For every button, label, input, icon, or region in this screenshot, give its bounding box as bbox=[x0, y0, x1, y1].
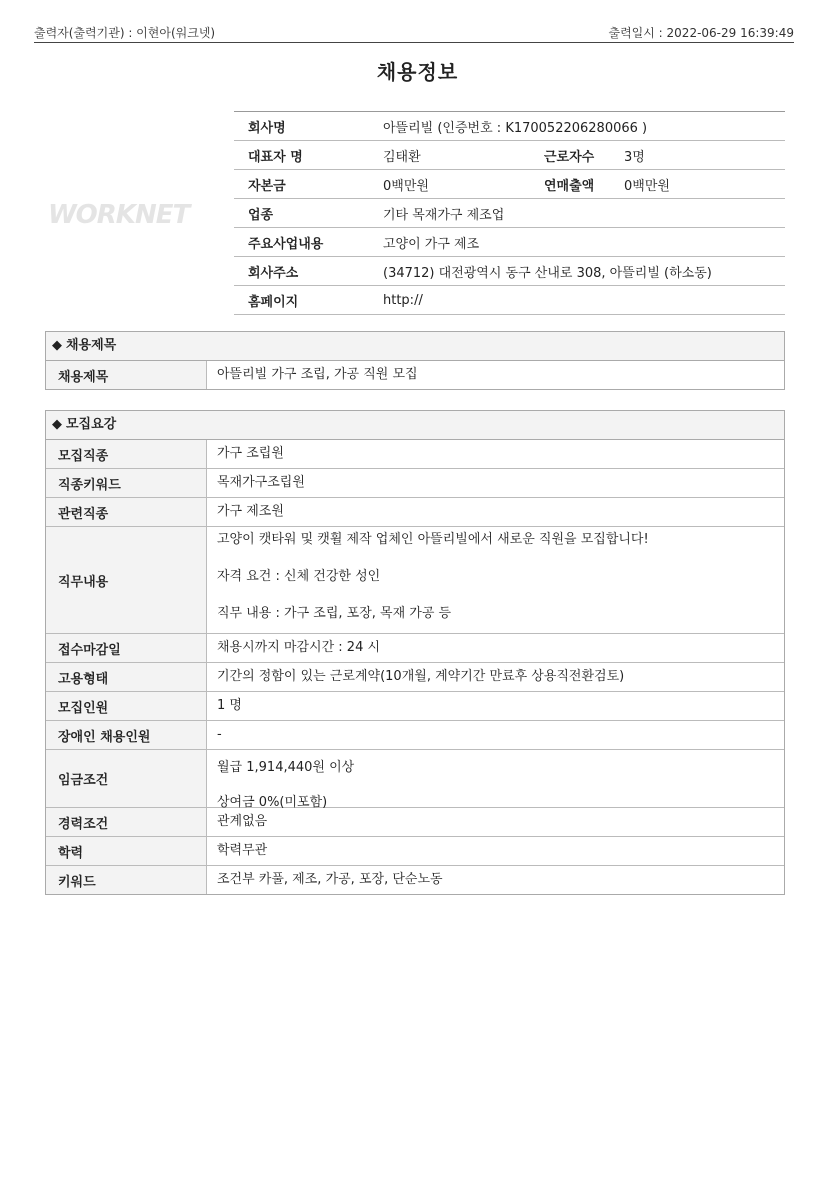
table-row bbox=[46, 498, 784, 527]
duty-line: 직무 내용 : 가구 조립, 포장, 목재 가공 등 bbox=[217, 606, 452, 621]
table-row bbox=[46, 663, 784, 692]
company-row-industry bbox=[234, 199, 785, 228]
row-label: 접수마감일 bbox=[46, 634, 207, 662]
company-row-capital bbox=[234, 170, 785, 199]
table-row bbox=[46, 837, 784, 866]
education-value: 학력무관 bbox=[217, 843, 268, 858]
deadline-value: 채용시까지 마감시간 : 24 시 bbox=[217, 640, 381, 655]
company-info-table bbox=[234, 111, 785, 315]
label: 홈페이지 bbox=[248, 294, 299, 310]
employment-type-value: 기간의 정함이 있는 근로계약(10개월, 계약기간 만료후 상용직전환검토) bbox=[217, 669, 625, 684]
label: 대표자 명 bbox=[248, 149, 303, 165]
career-value: 관계없음 bbox=[217, 814, 268, 829]
table-row bbox=[46, 634, 784, 663]
row-label: 고용형태 bbox=[46, 663, 207, 691]
label: 업종 bbox=[248, 207, 274, 223]
row-label: 학력 bbox=[46, 837, 207, 865]
employee-count: 3명 bbox=[624, 149, 645, 165]
sales-value: 0백만원 bbox=[624, 178, 670, 194]
ceo-name: 김태환 bbox=[383, 149, 421, 165]
page-title: 채용정보 bbox=[376, 60, 459, 84]
label: 근로자수 bbox=[544, 149, 595, 165]
row-label: 모집인원 bbox=[46, 692, 207, 720]
section-header bbox=[46, 332, 784, 361]
homepage-link[interactable]: http:// bbox=[383, 292, 423, 308]
table-row bbox=[46, 361, 784, 389]
wage-description bbox=[207, 750, 784, 810]
row-label: 모집직종 bbox=[46, 440, 207, 468]
duty-description bbox=[207, 527, 784, 633]
company-row-name bbox=[234, 112, 785, 141]
company-name: 아뜰리빌 (인증번호 : K170052206280066 ) bbox=[383, 120, 648, 136]
table-row bbox=[46, 440, 784, 469]
duty-line: 고양이 캣타워 및 캣휠 제작 업체인 아뜰리빌에서 새로운 직원을 모집합니다! bbox=[217, 532, 649, 547]
row-label: 관련직종 bbox=[46, 498, 207, 526]
table-row bbox=[46, 750, 784, 808]
recruit-title-value: 아뜰리빌 가구 조립, 가공 직원 모집 bbox=[217, 367, 418, 382]
job-keyword-value: 목재가구조립원 bbox=[217, 475, 305, 490]
table-row bbox=[46, 527, 784, 634]
row-label: 키워드 bbox=[46, 866, 207, 894]
label: 회사명 bbox=[248, 120, 286, 136]
label: 자본금 bbox=[248, 178, 286, 194]
industry-value: 기타 목재가구 제조업 bbox=[383, 207, 505, 223]
print-timestamp: 출력일시 : 2022-06-29 16:39:49 bbox=[608, 26, 794, 40]
table-row bbox=[46, 866, 784, 894]
row-label: 임금조건 bbox=[46, 750, 207, 807]
print-header bbox=[34, 22, 794, 43]
diamond-icon: ◆ bbox=[52, 417, 62, 432]
printer-info: 출력자(출력기관) : 이현아(워크넷) bbox=[34, 26, 216, 40]
duty-line: 자격 요건 : 신체 건강한 성인 bbox=[217, 569, 381, 584]
worknet-watermark-logo: WORKNET bbox=[48, 200, 190, 230]
company-row-business bbox=[234, 228, 785, 257]
table-row bbox=[46, 469, 784, 498]
wage-line: 월급 1,914,440원 이상 bbox=[217, 760, 355, 775]
section-title: 채용제목 bbox=[66, 338, 117, 353]
related-job-value: 가구 제조원 bbox=[217, 504, 284, 519]
section-title: 모집요강 bbox=[66, 417, 117, 432]
requirements-section bbox=[45, 410, 785, 895]
business-value: 고양이 가구 제조 bbox=[383, 236, 480, 252]
diamond-icon: ◆ bbox=[52, 338, 62, 353]
section-header bbox=[46, 411, 784, 440]
row-label: 장애인 채용인원 bbox=[46, 721, 207, 749]
label: 주요사업내용 bbox=[248, 236, 324, 252]
row-label: 경력조건 bbox=[46, 808, 207, 836]
row-label: 채용제목 bbox=[46, 361, 207, 389]
capital-value: 0백만원 bbox=[383, 178, 429, 194]
company-row-homepage bbox=[234, 286, 785, 315]
job-value: 가구 조립원 bbox=[217, 446, 284, 461]
keywords-value: 조건부 카풀, 제조, 가공, 포장, 단순노동 bbox=[217, 872, 443, 887]
table-row bbox=[46, 808, 784, 837]
disabled-headcount-value: - bbox=[217, 727, 222, 742]
address-value: (34712) 대전광역시 동구 산내로 308, 아뜰리빌 (하소동) bbox=[383, 265, 712, 281]
recruit-title-section bbox=[45, 331, 785, 390]
company-row-address bbox=[234, 257, 785, 286]
label: 연매출액 bbox=[544, 178, 595, 194]
company-row-ceo bbox=[234, 141, 785, 170]
table-row bbox=[46, 692, 784, 721]
label: 회사주소 bbox=[248, 265, 299, 281]
row-label: 직종키워드 bbox=[46, 469, 207, 497]
wage-line: 상여금 0%(미포함) bbox=[217, 795, 328, 810]
table-row bbox=[46, 721, 784, 750]
headcount-value: 1 명 bbox=[217, 698, 242, 713]
row-label: 직무내용 bbox=[46, 527, 207, 633]
